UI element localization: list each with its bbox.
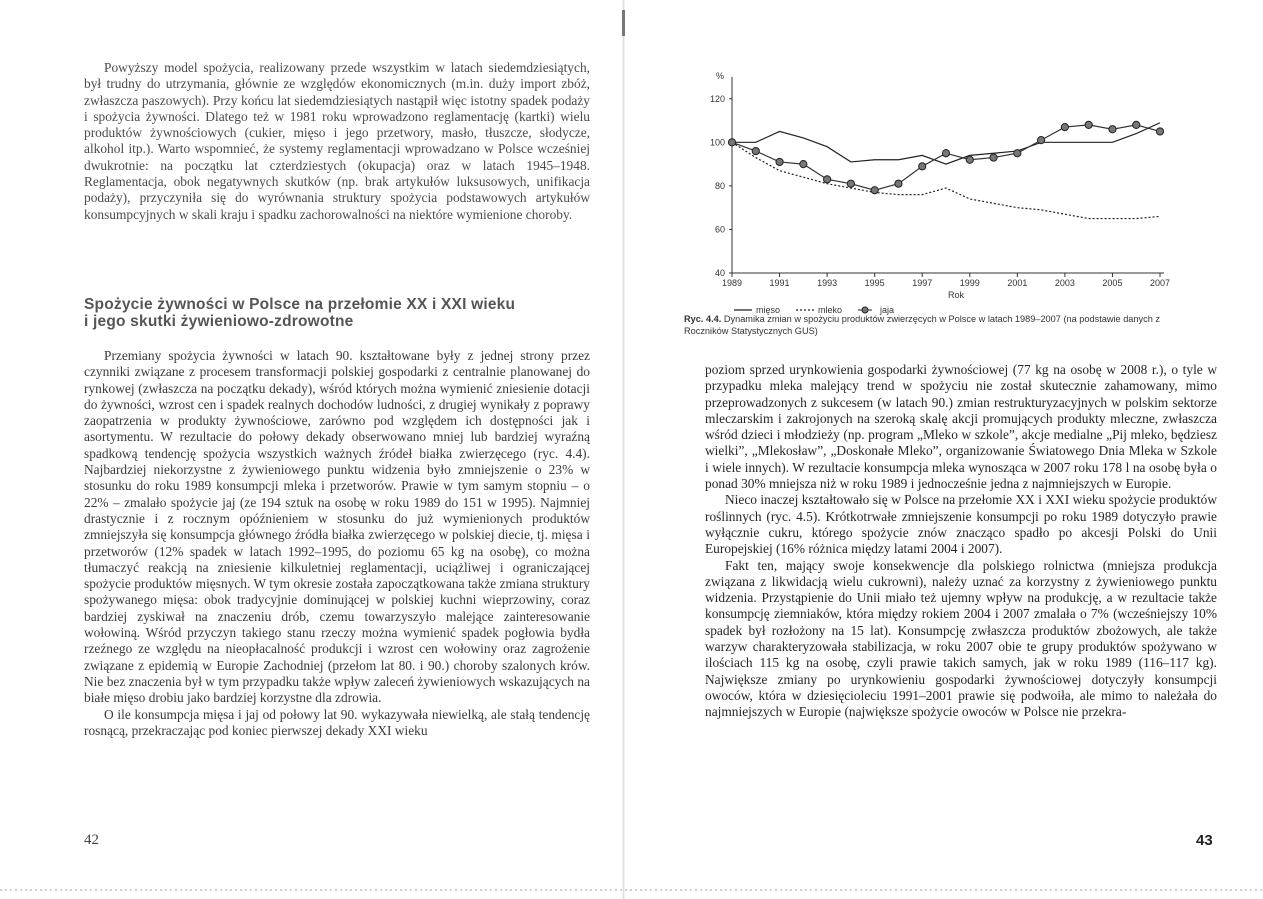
left-paragraph-2: Przemiany spożycia żywności w latach 90. kształtowane były z jednej strony przez czynniki związane z procesem transformacji polskiej gospodarki z centralnie planowanej do rynkowej (zwłaszcza na początku dekady), wśród których można wymienić zniesienie dotacji do żywności, wzrost cen i spadek realnych dochodów ludności, z drugiej wynikały z poprawy zaopatrzenia w produkty żywnościowe, zarówno pod względem ich dostępności jak i asortymentu. W rezultacie do połowy dekady obserwowano mniej lub bardziej wyraźną spadkową tendencję spożycia wszystkich ważnych źródeł białka zwierzęcego (ryc. 4.4). Najbardziej niekorzystne z żywieniowego punktu widzenia było zmniejszenie o 23% w stosunku do roku 1989 konsumpcji mleka i przetworów. Prawie w tym samym stopniu – o 22% – zmalało spożycie jaj (ze 194 sztuk na osobę w roku 1989 do 151 w 1995). Najmniej drastycznie i z rocznym opóźnieniem w stosunku do już wymienionych produktów zmniejszyła się konsumpcja głównego źródła białka zwierzęcego w polskiej diecie, tj. mięsa i przetworów (12% spadek w latach 1992–1995, do poziomu 65 kg na osobę), co można tłumaczyć reakcją na zniesienie kilkuletniej reglamentacji, uciążliwej i ograniczającej spożycie produktów mięsnych. W tym okresie została zapoczątkowana także zmiana struktury spożywanego mięsa: obok tradycyjnie dominującej w polskiej kuchni wieprzowiny, coraz bardziej zyskiwał na znaczeniu drób, czemu towarzyszyło malejące zainteresowanie wołowiną. Wśród przyczyn takiego stanu rzeczy można wymienić spadek pogłowia bydła rzeźnego ze względu na nieopłacalność produkcji i wzrost cen wołowiny oraz zagrożenie związane z epidemią w Europie Zachodniej (przełom lat 80. i 90.) choroby szalonych krów. Nie bez znaczenia był w tym przypadku także wpływ zaleceń żywieniowych wskazujących na białe mięso drobiu jako bardziej korzystne dla zdrowia.: [84, 348, 590, 706]
data-point-jaja: [800, 161, 807, 168]
x-tick-label: 1991: [769, 278, 790, 288]
x-tick-label: 2001: [1007, 278, 1028, 288]
series-line-mięso: [732, 123, 1160, 164]
x-tick-label: 1993: [817, 278, 838, 288]
figure-4-4-chart: [702, 50, 1172, 340]
left-paragraph-3: O ile konsumpcja mięsa i jaj od połowy lat 90. wykazywała niewielką, ale stałą tendencję rosnącą, przekraczając pod koniec pierwszej dekady XXI wieku: [84, 706, 590, 738]
section-heading-line-1: Spożycie żywności w Polsce na przełomie XX i XXI wieku: [84, 296, 516, 313]
data-point-jaja: [752, 147, 759, 154]
section-heading-line-2: i jego skutki żywieniowo-zdrowotne: [84, 313, 354, 330]
right-paragraph-3: Fakt ten, mający swoje konsekwencje dla polskiego rolnictwa (mniejsza produkcja związana z likwidacją wielu cukrowni), należy uznać za korzystny z żywieniowego punktu widzenia. Przystąpienie do Unii miało też ujemny wpływ na produkcję, a w rezultacie także konsumpcję ziemniaków, która między rokiem 2004 i 2007 zmalała o 7% (wcześniejszy 10% spadek był rozłożony na 15 lat). Konsumpcję zwłaszcza produktów zbożowych, ale także warzyw charakteryzowała stabilizacja, w roku 2007 obie te grupy produktów spożywano w ilościach 115 kg na osobę, czyli prawie takich samych, jak w roku 1989 (116–117 kg). Największe zmiany po urynkowieniu gospodarki żywnościowej dotyczyły konsumpcji owoców, która w dziesięcioleciu 1991–2001 prawie się podwoiła, ale mimo to należała do najmniejszych w Europie (największe spożycie owoców w Polsce nie przekra-: [705, 557, 1217, 720]
y-tick-label: 60: [714, 224, 725, 235]
left-body-text: [84, 348, 590, 739]
data-point-jaja: [1109, 126, 1116, 133]
page-number-right: 43: [1196, 832, 1213, 849]
data-point-jaja: [728, 139, 735, 146]
legend-label-mleko: mleko: [818, 305, 843, 315]
data-point-jaja: [871, 187, 878, 194]
section-heading: [84, 296, 590, 330]
data-point-jaja: [1156, 128, 1163, 135]
caption-label: Ryc. 4.4.: [684, 314, 722, 324]
x-tick-label: 2007: [1149, 278, 1171, 288]
data-point-jaja: [1085, 121, 1092, 128]
x-tick-label: 2005: [1102, 278, 1123, 288]
x-axis-label: Rok: [947, 290, 965, 300]
series-line-jaja: [732, 125, 1160, 190]
gutter-shadow: [622, 0, 625, 899]
legend-label-mięso: mięso: [756, 305, 781, 315]
x-tick-label: 2003: [1054, 278, 1075, 288]
figure-caption: [684, 314, 1162, 337]
gutter-mark: [622, 10, 625, 36]
data-point-jaja: [919, 163, 926, 170]
right-paragraph-1: poziom sprzed urynkowienia gospodarki żywnościowej (77 kg na osobę w 2008 r.), o tyle w przypadku mleka malejący trend w spożyciu nie został skutecznie zahamowany, mimo przeprowadzonych z sukcesem (w latach 90.) zmian restrukturyzacyjnych w polskim sektorze mleczarskim i zakrojonych na szeroką skalę akcji promujących produkty mleczne, zwłaszcza wśród dzieci i młodzieży (np. program „Mleko w szkole”, akcje medialne „Pij mleko, będziesz wielki”, „Mlekosław”, „Doskonałe Mleko”, organizowanie Światowego Dnia Mleka w Szkole i wiele innych). W rezultacie konsumpcja mleka wynosząca w 2007 roku 178 l na osobę była o ponad 30% mniejsza niż w roku 1989 i jednocześnie jedna z najmniejszych w Europie.: [705, 362, 1217, 492]
right-paragraph-2: Nieco inaczej kształtowało się w Polsce na przełomie XX i XXI wieku spożycie produktów roślinnych (ryc. 4.5). Krótkotrwałe zmniejszenie konsumpcji po roku 1989 dotyczyło prawie wyłącznie cukru, którego spożycie znów znacząco spadło po akcesji Polski do Unii Europejskiej (16% różnica między latami 2004 i 2007).: [705, 492, 1217, 557]
left-paragraph-1: Powyższy model spożycia, realizowany przede wszystkim w latach siedemdziesiątych, był trudny do utrzymania, głównie ze względów ekonomicznych (m.in. duży import zbóż, zwłaszcza paszowych). Przy końcu lat siedemdziesiątych nastąpił więc istotny spadek podaży i spożycia żywności. Dlatego też w 1981 roku wprowadzono reglamentację (kartki) wielu produktów żywnościowych (cukier, mięso i jego przetwory, masło, tłuszcze, słodycze, alkohol itp.). Warto wspomnieć, że systemy reglamentacji wprowadzano w Polsce wcześniej dwukrotnie: na początku lat czterdziestych (okupacja) oraz w latach 1945–1948. Reglamentacja, obok negatywnych skutków (np. brak artykułów luksusowych, unifikacja podaży), przyczyniła się do wyrównania struktury spożycia podstawowych artykułów konsumpcyjnych w skali kraju i spadku zachorowalności na niektóre wymienione choroby.: [84, 60, 590, 222]
x-tick-label: 1997: [912, 278, 933, 288]
right-body-text: [705, 362, 1217, 721]
y-tick-label: 100: [709, 137, 725, 148]
page-number-left: 42: [84, 832, 99, 848]
data-point-jaja: [1061, 123, 1068, 130]
data-point-jaja: [824, 176, 831, 183]
x-tick-label: 1989: [721, 278, 743, 288]
x-tick-label: 1995: [864, 278, 885, 288]
data-point-jaja: [847, 180, 854, 187]
y-tick-label: 120: [709, 93, 725, 104]
data-point-jaja: [942, 150, 949, 157]
legend-label-jaja: jaja: [880, 305, 895, 315]
y-tick-label: 40: [714, 268, 725, 278]
data-point-jaja: [895, 180, 902, 187]
data-point-jaja: [990, 154, 997, 161]
legend-swatch-marker: [862, 307, 868, 313]
caption-text: Dynamika zmian w spożyciu produktów zwierzęcych w Polsce w latach 1989–2007 (na podstawie danych z Roczników Statystycznych GUS): [684, 314, 1160, 336]
x-tick-label: 1999: [959, 278, 980, 288]
data-point-jaja: [1038, 137, 1045, 144]
y-axis-label: %: [715, 71, 725, 81]
data-point-jaja: [776, 158, 783, 165]
scan-edge-noise: [0, 889, 1263, 891]
right-page: [632, 0, 1263, 899]
y-tick-label: 80: [714, 180, 725, 191]
data-point-jaja: [1133, 121, 1140, 128]
left-page: [0, 0, 628, 899]
data-point-jaja: [1014, 150, 1021, 157]
data-point-jaja: [966, 156, 973, 163]
